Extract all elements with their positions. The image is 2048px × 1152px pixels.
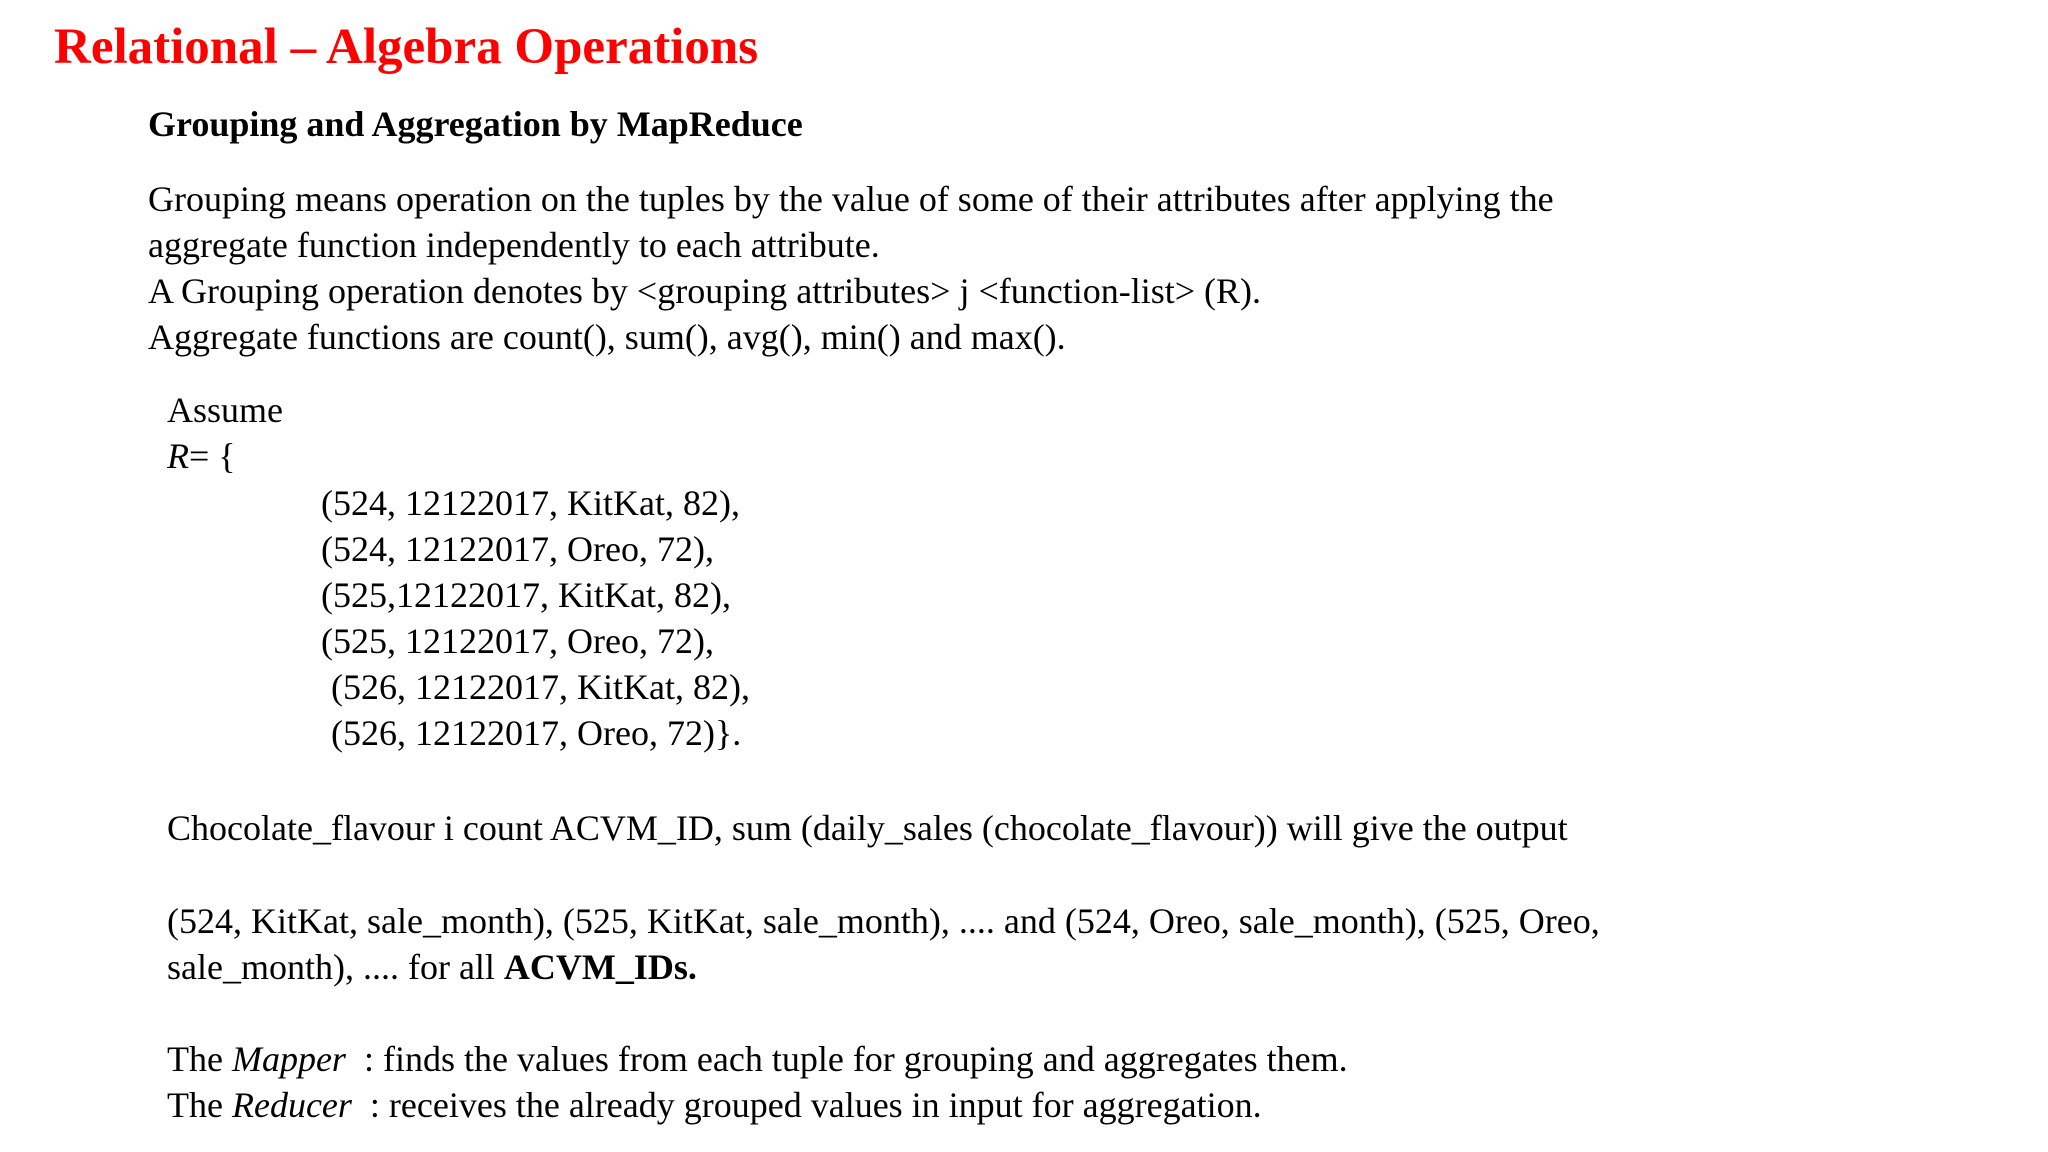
reducer-separator: : [351, 1085, 389, 1125]
tuple-item: (526, 12122017, KitKat, 82), [331, 667, 750, 707]
output-line-2-text: sale_month), .... for all [167, 947, 504, 987]
tuple-item: (525, 12122017, Oreo, 72), [321, 621, 714, 661]
grouping-statement: Chocolate_flavour i count ACVM_ID, sum (daily_sales (chocolate_flavour)) will give the output [167, 808, 1568, 848]
reducer-prefix: The [167, 1085, 232, 1125]
roles-paragraph [167, 1036, 1348, 1128]
tuple-list [321, 480, 750, 756]
assume-block [167, 387, 283, 479]
slide-title: Relational – Algebra Operations [54, 19, 759, 75]
output-line-1: (524, KitKat, sale_month), (525, KitKat, sale_month), .... and (524, Oreo, sale_month), (525, Oreo, [167, 901, 1600, 941]
reducer-text: receives the already grouped values in input for aggregation. [388, 1085, 1262, 1125]
intro-paragraph [148, 176, 1554, 360]
tuple-item: (524, 12122017, KitKat, 82), [321, 483, 740, 523]
reducer-role: Reducer [231, 1085, 352, 1125]
output-line-2 [167, 944, 1600, 990]
relation-definition [167, 433, 283, 479]
tuple-item: (524, 12122017, Oreo, 72), [321, 529, 714, 569]
intro-line-1: Grouping means operation on the tuples by the value of some of their attributes after applying the [148, 179, 1554, 219]
intro-line-4: Aggregate functions are count(), sum(), avg(), min() and max(). [148, 317, 1066, 357]
tuple-item: (526, 12122017, Oreo, 72)}. [331, 713, 742, 753]
relation-open: = { [189, 436, 236, 476]
mapper-line [167, 1036, 1348, 1082]
mapper-separator: : [345, 1039, 383, 1079]
mapper-role: Mapper [231, 1039, 346, 1079]
intro-line-2: aggregate function independently to each attribute. [148, 225, 880, 265]
output-paragraph [167, 898, 1600, 990]
intro-line-3: A Grouping operation denotes by <grouping attributes> j <function-list> (R). [148, 271, 1262, 311]
mapper-text: finds the values from each tuple for grouping and aggregates them. [382, 1039, 1348, 1079]
output-line-2-bold: ACVM_IDs. [503, 947, 697, 987]
tuple-item: (525,12122017, KitKat, 82), [321, 575, 731, 615]
assume-label: Assume [167, 390, 283, 430]
reducer-line [167, 1082, 1348, 1128]
mapper-prefix: The [167, 1039, 232, 1079]
slide-subtitle: Grouping and Aggregation by MapReduce [148, 104, 803, 144]
relation-name: R [167, 436, 189, 476]
